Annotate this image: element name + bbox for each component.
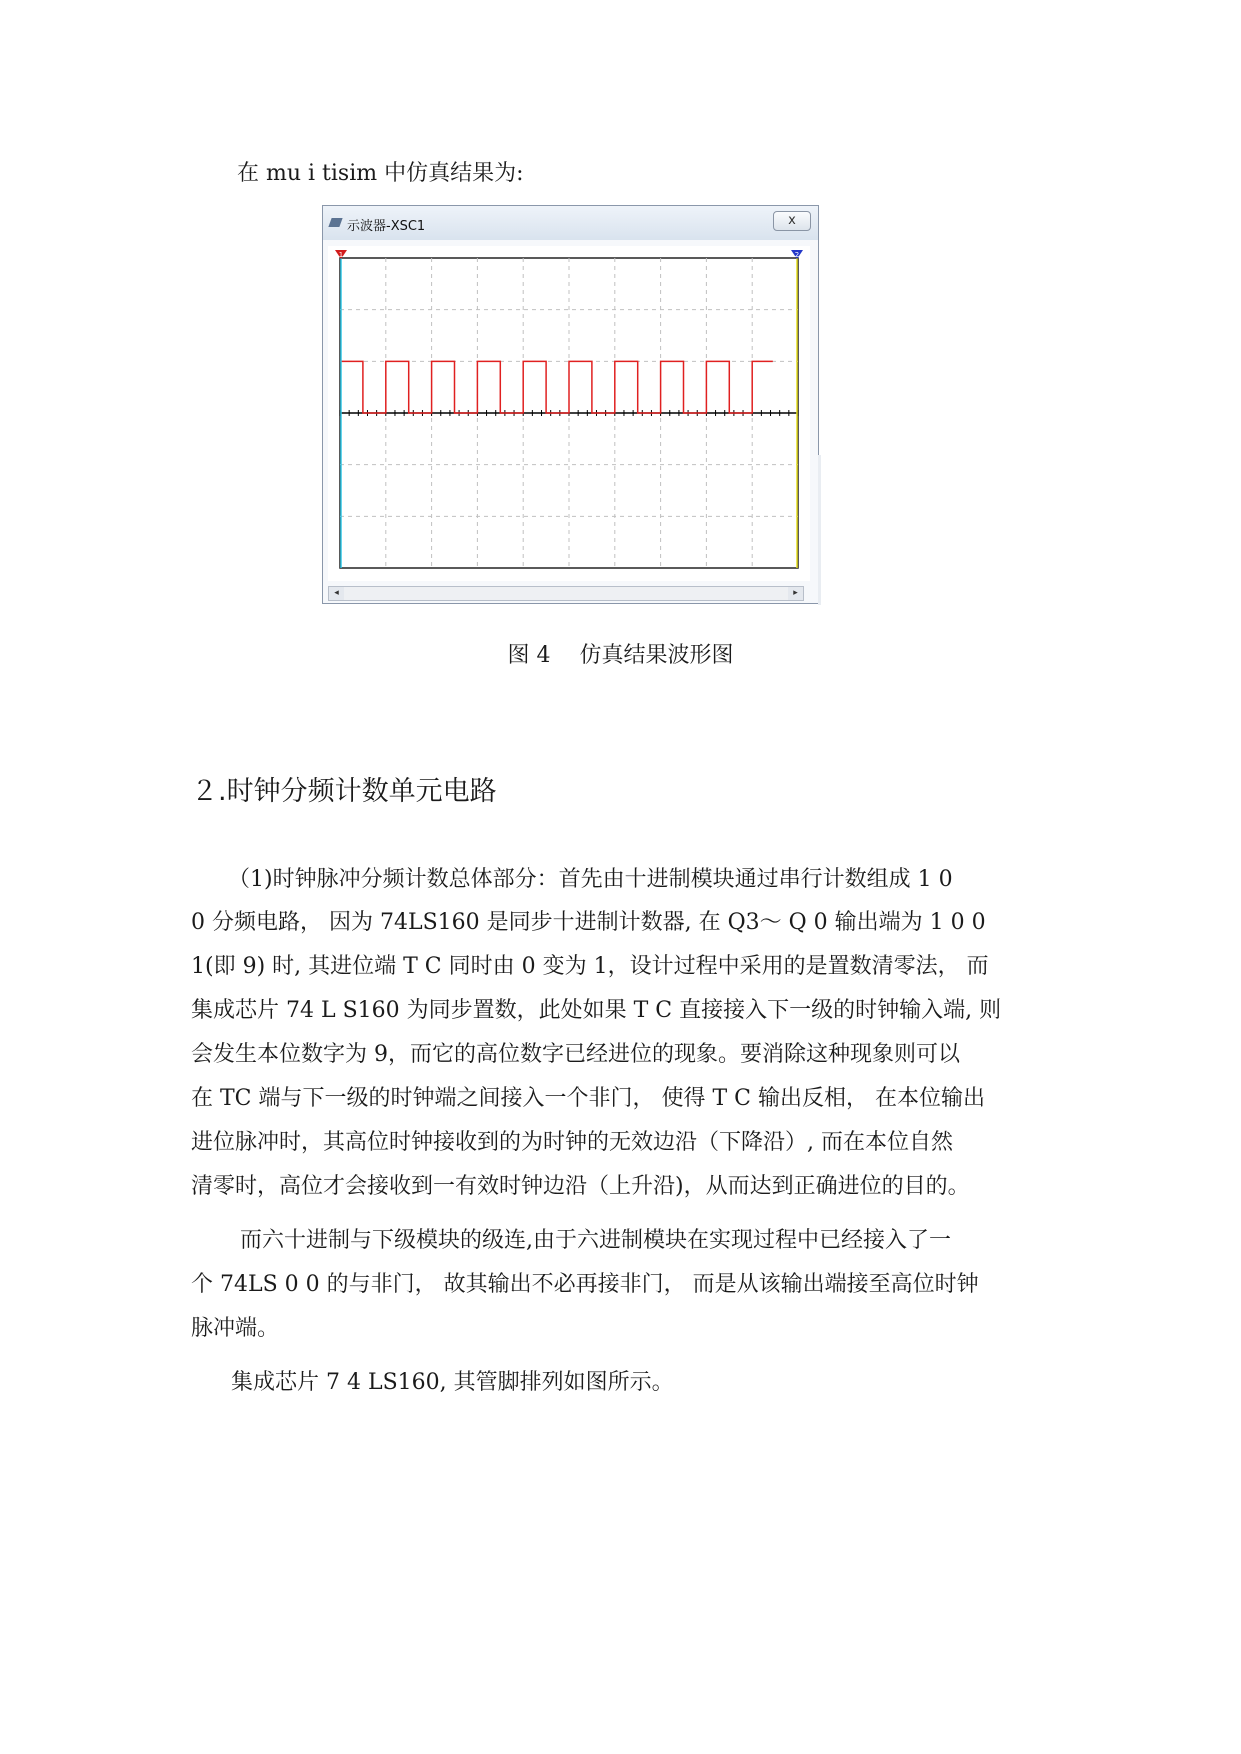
close-button[interactable]: ⅹ bbox=[773, 211, 811, 231]
figure-caption: 图 4 仿真结果波形图 bbox=[507, 643, 734, 668]
oscilloscope-screen bbox=[328, 246, 810, 581]
scroll-right-icon[interactable]: ▸ bbox=[788, 587, 803, 600]
cursor-1-label: 1 bbox=[338, 251, 344, 259]
section-heading: ２.时钟分频计数单元电路 bbox=[191, 776, 497, 807]
oscilloscope-window bbox=[322, 205, 819, 604]
paragraph1-line: 集成芯片 74 L S160 为同步置数，此处如果 T C 直接接入下一级的时钟输入端, 则 bbox=[191, 998, 1002, 1023]
window-edge bbox=[818, 455, 821, 605]
window-title: 示波器-XSC1 bbox=[347, 219, 426, 234]
paragraph2-line: 而六十进制与下级模块的级连,由于六进制模块在实现过程中已经接入了一 bbox=[240, 1228, 951, 1253]
paragraph1-line: 进位脉冲时，其高位时钟接收到的为时钟的无效边沿（下降沿）, 而在本位自然 bbox=[191, 1130, 953, 1155]
paragraph2-line: 个 74LS 0 0 的与非门， 故其输出不必再接非门， 而是从该输出端接至高位时钟 bbox=[191, 1272, 979, 1297]
paragraph3-text: 集成芯片 7 4 LS160, 其管脚排列如图所示。 bbox=[231, 1370, 674, 1395]
paragraph2-line: 脉冲端。 bbox=[191, 1316, 280, 1341]
paragraph1-line: （1)时钟脉冲分频计数总体部分：首先由十进制模块通过串行计数组成 1 0 bbox=[228, 867, 953, 892]
horizontal-scrollbar[interactable] bbox=[328, 586, 804, 601]
paragraph1-line: 在 TC 端与下一级的时钟端之间接入一个非门， 使得 T C 输出反相， 在本位输出 bbox=[191, 1086, 985, 1111]
cursor-2-label: 2 bbox=[794, 251, 800, 259]
intro-text: 在 mu i tisim 中仿真结果为: bbox=[237, 161, 524, 186]
paragraph1-line: 会发生本位数字为 9，而它的高位数字已经进位的现象。要消除这种现象则可以 bbox=[191, 1042, 960, 1067]
paragraph1-line: 清零时，高位才会接收到一有效时钟边沿（上升沿)，从而达到正确进位的目的。 bbox=[191, 1174, 970, 1199]
window-titlebar bbox=[323, 206, 818, 240]
oscilloscope-icon bbox=[328, 218, 342, 227]
paragraph1-line: 0 分频电路， 因为 74LS160 是同步十进制计数器, 在 Q3～ Q 0 输出端为 1 0 0 bbox=[191, 910, 986, 935]
scroll-left-icon[interactable]: ◂ bbox=[329, 587, 344, 600]
paragraph1-line: 1(即 9) 时, 其进位端 T C 同时由 0 变为 1，设计过程中采用的是置数清零法， 而 bbox=[191, 954, 989, 979]
